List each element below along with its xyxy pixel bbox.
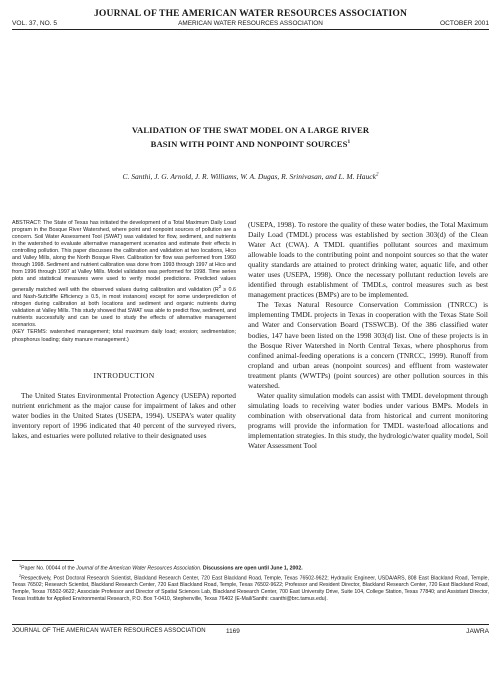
title-line-2 bbox=[40, 136, 461, 150]
authors-text: C. Santhi, J. G. Arnold, J. R. Williams, W. A. Dugas, R. Srinivasan, and L. M. Hauck bbox=[122, 172, 376, 181]
abstract-text-a: The State of Texas has initiated the development of a Total Maximum Daily Load program in the Bosque River Watershed, where point and nonpoint sources of pollution are a concern. Soil Water Assessment Tool (SWAT) was validated for flow, sediment, and nutrients in the watershed to evaluate alternative management scenarios and estimate their effects in controlling pollution. This paper discusses the calibration and validation at two locations, Hico and Valley Mills, along the North Bosque River. Calibration for flow was performed from 1960 through 1998. Sediment and nutrient calibration was done from 1993 through 1997 at Hico and from 1996 through 1997 at Valley Mills. Model validation was performed for 1998. Time series plots and statistical measures were used to verify model predictions. Predicted values generally matched well with the observed values during calibration and validation (R bbox=[12, 220, 236, 294]
abstract-label: ABSTRACT: bbox=[12, 220, 42, 226]
section-heading-introduction: INTRODUCTION bbox=[93, 370, 155, 380]
right-paragraph-3: Water quality simulation models can assist with TMDL development through simulating loads to receiving water bodies under various BMPs. Models in combination with observational data from historical and current monitoring programs will provide the information for TMDL waste/load allocations and implementation strategies. In this study, the hydrologic/water quality model, Soil Water Assessment Tool bbox=[248, 390, 488, 451]
r2-superscript: 2 bbox=[218, 284, 222, 290]
footnotes bbox=[12, 563, 489, 602]
running-footer bbox=[12, 628, 489, 638]
issue-date: OCTOBER 2001 bbox=[440, 20, 489, 27]
footer-abbrev: JAWRA bbox=[466, 628, 489, 635]
abstract bbox=[12, 220, 236, 344]
right-column bbox=[248, 220, 488, 451]
header-rule bbox=[12, 29, 489, 30]
volume-issue: VOL. 37, NO. 5 bbox=[12, 20, 58, 27]
article-title bbox=[40, 124, 461, 150]
footer-rule bbox=[12, 624, 489, 625]
footnote-1 bbox=[12, 563, 489, 573]
footnote-1-journal: Journal of the American Water Resources Association. bbox=[76, 565, 202, 572]
right-paragraph-2: The Texas Natural Resource Conservation Commission (TNRCC) is implementing TMDL projects in Texas in cooperation with the Texas State Soil and Water and Conservation Board (TSSWCB). Of the 386 classified water bodies, 147 have been listed on the 1998 303(d) list. One of these projects is in the Bosque River Watershed in North Central Texas, where phosphorus from confined animal-feeding operations is a concern (TNRCC, 1999). Runoff from cropland and urban areas (nonpoint sources) and effluent from wastewater treatment plants (WWTPs) (point sources) are other pollution sources in this watershed. bbox=[248, 300, 488, 390]
footnote-2-mark: 2 bbox=[19, 573, 22, 578]
footnote-2-text: Respectively, Post Doctoral Research Scientist, Blackland Research Center, 720 East Blackland Road, Temple, Texas 76502-9622; Hydraulic Engineer, USDA/ARS, 808 East Blackland Road, Temple, Texas 76502; Research Scientist, Blackland Research Center, 720 East Blackland Road, Temple, Texas 76502-9622; Professor and Resident Director, Blackland Research Center, 720 East Blackland Road, Temple, Texas 76502-9622; Associate Professor and Director of Spatial Sciences Lab, Blackland Research Center, 700 East University Drive, Suite 104, College Station, Texas 77840; and Assistant Director, Texas Institute for Applied Environmental Research, P.O. Box T-0410, Stephenville, Texas 76402 (E-Mail/Santhi: csanthi@brc.tamus.edu). bbox=[12, 575, 489, 602]
intro-paragraph-1: The United States Environmental Protection Agency (USEPA) reported nutrient enrichment as the major cause for impairment of lakes and other water bodies in the United States (USEPA, 1994). USEPA's water quality inventory report of 1996 indicated that 40 percent of the surveyed rivers, lakes, and estuaries were polluted relative to their designated uses bbox=[12, 390, 236, 440]
key-terms: (KEY TERMS: watershed management; total maximum daily load; erosion; sedimentation; phosphorus loading; dairy manure management.) bbox=[12, 329, 236, 343]
abstract-text-b: ≥ 0.6 and Nash-Suttcliffe Efficiency ≥ 0.5, in most instances) except for some underprediction of nitrogen during calibration at both locations and sediment and organic nutrients during validation at Valley Mills. This study showed that SWAT was able to predict flow, sediment, and nutrients successfully and can be used to study the effects of alternative management scenarios. bbox=[12, 287, 236, 329]
authors-footnote-mark: 2 bbox=[375, 172, 379, 178]
right-paragraph-1: (USEPA, 1998). To restore the quality of these water bodies, the Total Maximum Daily Load (TMDL) process was established by section 303(d) of the Clean Water Act (CWA). A TMDL quantifies pollutant sources and maximum allowable loads to the contributing point and nonpoint sources so that the water quality standards are attained to protect drinking water, aquatic life, and other water uses (USEPA, 1998). Once the necessary pollutant reduction levels are identified through establishment of TMDLs, control measures such as best management practices (BMPs) are to be implemented. bbox=[248, 220, 488, 300]
left-column bbox=[12, 220, 236, 441]
footer-journal: JOURNAL OF THE AMERICAN WATER RESOURCES ASSOCIATION bbox=[12, 628, 206, 634]
footnote-2 bbox=[12, 573, 489, 603]
footnote-rule bbox=[12, 560, 74, 561]
footnote-1-text-a: Paper No. 00044 of the bbox=[21, 565, 77, 572]
title-line-2-text: BASIN WITH POINT AND NONPOINT SOURCES bbox=[150, 138, 348, 149]
page-number: 1169 bbox=[226, 628, 240, 635]
author-list bbox=[20, 172, 481, 181]
journal-title: JOURNAL OF THE AMERICAN WATER RESOURCES ASSOCIATION bbox=[93, 8, 408, 19]
title-line-1: VALIDATION OF THE SWAT MODEL ON A LARGE RIVER bbox=[131, 125, 370, 135]
footnote-1-discussion: Discussions are open until June 1, 2002. bbox=[201, 565, 303, 572]
footnote-1-mark: 1 bbox=[19, 564, 22, 568]
association-name: AMERICAN WATER RESOURCES ASSOCIATION bbox=[178, 20, 323, 27]
title-footnote-mark: 1 bbox=[347, 139, 351, 145]
